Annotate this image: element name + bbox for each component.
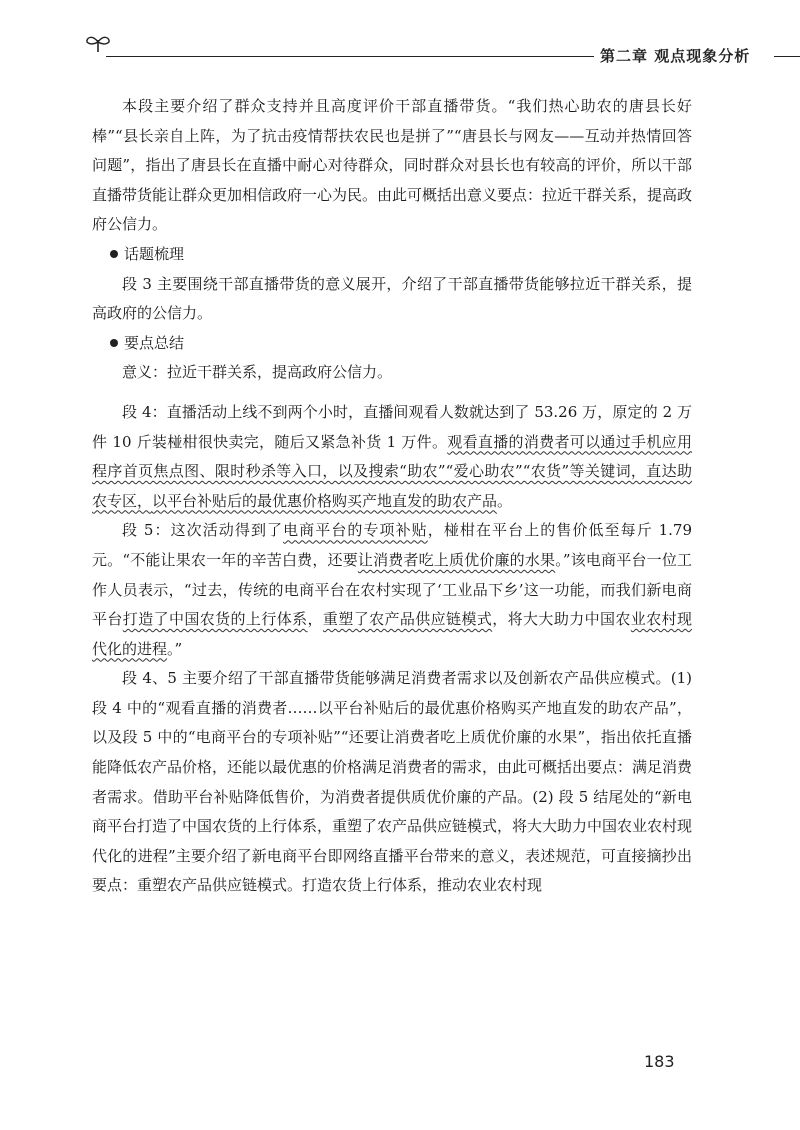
text-segment: ，将大大助力中国农: [492, 610, 631, 629]
topic-heading: [92, 240, 692, 270]
chapter-title: 第二章 观点现象分析: [600, 47, 751, 65]
paragraph-analysis-2: 段 4、5 主要介绍了干部直播带货能够满足消费者需求以及创新农产品供应模式。(1) 段 4 中的“观看直播的消费者……以平台补贴后的最优惠价格购买产地直发的助农产品”，以及段 5 中的“电商平台的专项补贴”“还要让消费者吃上质优价廉的水果”，指出依托直播能降低农产品价格，还能以最优惠的价格满足消费者的需求，由此可概括出要点：满足消费者需求。借助平台补贴降低售价，为消费者提供质优价廉的产品。(2) 段 5 结尾处的“新电商平台打造了中国农货的上行体系，重塑了农产品供应链模式，将大大助力中国农业农村现代化的进程”主要介绍了新电商平台即网络直播平台带来的意义，表述规范，可直接摘抄出要点：重塑农产品供应链模式。打造农货上行体系，推动农业农村现: [92, 669, 693, 895]
header-rule-end: [774, 56, 800, 57]
paragraph-topic-summary: 段 3 主要围绕干部直播带货的意义展开，介绍了干部直播带货能够拉近干群关系，提高政府的公信力。: [92, 274, 692, 323]
sprout-icon: [84, 32, 112, 54]
text-segment: 段 4：直播活动上线不到两个小时，直播间观看人数就达到了 53.26 万，原定的 2 万件 10 斤装椪柑很快卖完，随后又紧急补货 1 万件。: [92, 402, 692, 451]
underlined-segment: 观看直播的消费者可以通过手机应用程序首页焦点图、限时秒杀等入口，以及搜索“助农”“爱心助农”“农货”等关键词，直达助农专区，: [92, 432, 692, 510]
paragraph-keypoint: 意义：拉近干群关系，提高政府公信力。: [122, 363, 393, 382]
text-segment: 。”: [167, 639, 183, 658]
header-rule: [106, 56, 594, 57]
paragraph-source-4: [92, 398, 692, 516]
text-segment: 段 5：这次活动得到了: [122, 521, 284, 540]
text-segment: 。”该电商平台一位工作人员表示，“过去，传统的电商平台在农村实现了‘工业品下乡’这一功能，而我们新电商平台: [92, 550, 692, 629]
underlined-segment: 让消费者吃上质优价廉的水果: [357, 550, 556, 569]
running-header: [84, 32, 751, 65]
underlined-segment: 重塑了农产品供应链模式: [322, 610, 493, 629]
text-segment: 。: [497, 491, 513, 510]
paragraph-analysis-1: 本段主要介绍了群众支持并且高度评价干部直播带货。“我们热心助农的唐县长好棒”“县长亲自上阵，为了抗击疫情帮扶农民也是拼了”“唐县长与网友——互动并热情回答问题”，指出了唐县长在直播中耐心对待群众，同时群众对县长也有较高的评价，所以干部直播带货能让群众更加相信政府一心为民。由此可概括出意义要点：拉近干群关系，提高政府公信力。: [92, 97, 693, 234]
text-segment: ，: [307, 610, 323, 629]
bullet-icon: [110, 339, 118, 347]
topic-label: 话题梳理: [124, 244, 185, 263]
page-body: [92, 92, 692, 901]
paragraph-source-5: [92, 516, 692, 664]
underlined-segment: 业农村现代化的进程: [92, 610, 692, 658]
bullet-icon: [110, 250, 118, 258]
underlined-segment: 电商平台的专项补贴: [283, 521, 428, 540]
keypoint-label: 要点总结: [124, 333, 185, 352]
page-number: 183: [644, 1052, 675, 1071]
text-segment: ，椪柑在平台上的售价低至每斤 1.79 元。“不能让果农一年的辛苦白费，还要: [92, 521, 693, 569]
underlined-segment: 以平台补贴后的最优惠价格购买产地直发的助农产品: [152, 491, 498, 510]
keypoint-heading: [92, 329, 692, 359]
underlined-segment: 打造了中国农货的上行体系: [122, 610, 308, 629]
